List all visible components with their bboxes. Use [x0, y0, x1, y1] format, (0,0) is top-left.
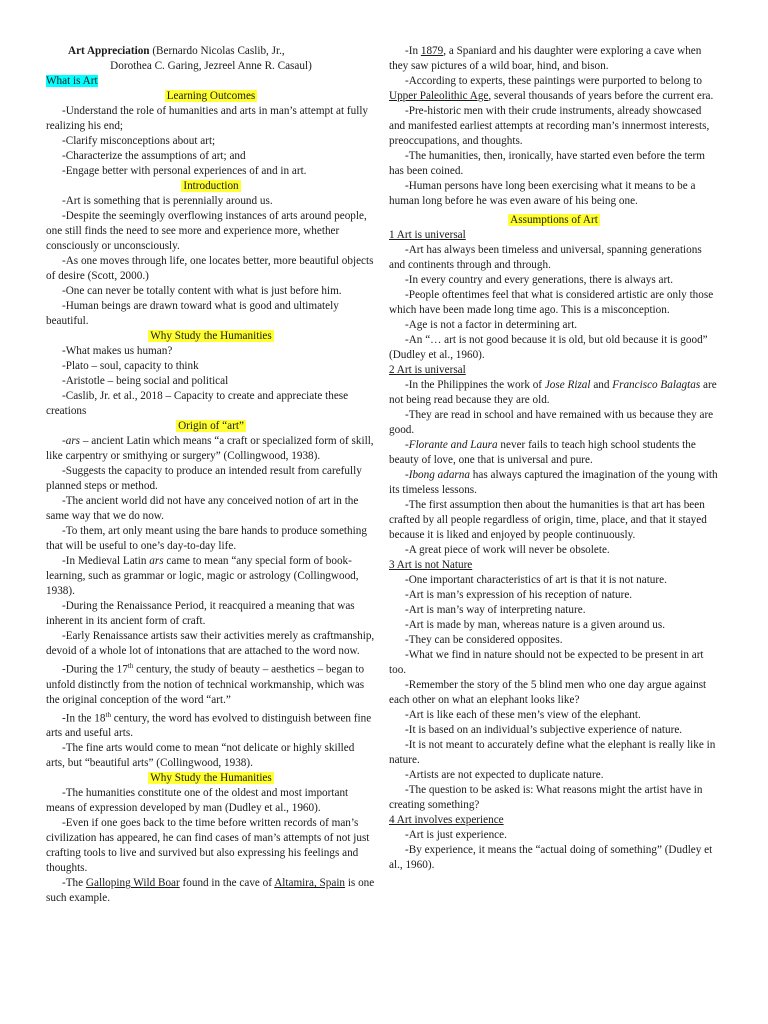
- heading-label: Learning Outcomes: [166, 90, 256, 102]
- text-run: and: [590, 379, 613, 391]
- section-label: 4 Art involves experience: [389, 814, 504, 826]
- paragraph: -The humanities, then, ironically, have started even before the term has been coined.: [389, 150, 705, 177]
- paragraph: -What we find in nature should not be expected to be present in art too.: [389, 649, 704, 676]
- topic-label: What is Art: [46, 75, 98, 87]
- paragraph: -Despite the seemingly overflowing instances of arts around people, one still finds the need to see more and experience more, whether consciously or unconsciously.: [46, 210, 367, 252]
- paragraph: -Art is made by man, whereas nature is a given around us.: [405, 619, 666, 631]
- paragraph: -By experience, it means the “actual doing of something” (Dudley et al., 1960).: [389, 844, 713, 871]
- paragraph: -They can be considered opposites.: [405, 634, 563, 646]
- text-run: – ancient Latin which means “a craft or specialized form of skill, like carpentry or smithying or surgery” (Collingwood, 1938).: [46, 435, 374, 462]
- document-title: [46, 44, 376, 59]
- heading-learning-outcomes: [46, 89, 376, 104]
- section-label: 3 Art is not Nature: [389, 559, 473, 571]
- italic-term: Florante and Laura: [408, 439, 498, 451]
- paragraph: -Human beings are drawn toward what is good and ultimately beautiful.: [46, 300, 339, 327]
- paragraph: -Even if one goes back to the time before written records of man’s civilization has appeared, he can find cases of man’s attempts of not just crafting tools to live and survived but also expressing his feelings and thoughts.: [46, 817, 370, 875]
- heading-label: Origin of “art”: [178, 420, 244, 432]
- text-run: has always captured the imagination of the young with its timeless lessons.: [389, 469, 718, 496]
- left-column: [46, 44, 376, 906]
- text-run: -During the 17: [62, 663, 128, 676]
- text-run: , several thousands of years before the current era.: [488, 90, 714, 102]
- topic-heading: [46, 74, 376, 89]
- paragraph: -Art is man’s way of interpreting nature.: [405, 604, 586, 616]
- italic-term: Francisco Balagtas: [612, 379, 701, 391]
- paragraph: -Suggests the capacity to produce an intended result from carefully planned steps or method.: [46, 465, 362, 492]
- paragraph: -As one moves through life, one locates better, more beautiful objects of desire (Scott, 2000.): [46, 255, 374, 282]
- title-bold: Art Appreciation: [68, 45, 150, 57]
- paragraph: -One can never be totally content with what is just before him.: [62, 285, 342, 297]
- paragraph: -Characterize the assumptions of art; and: [62, 150, 246, 162]
- paragraph: -Art has always been timeless and universal, spanning generations and continents through and through.: [389, 244, 702, 271]
- paragraph: -To them, art only meant using the bare hands to produce something that will be useful to one’s day-to-day life.: [46, 525, 367, 552]
- paragraph: -Art is just experience.: [405, 829, 507, 841]
- paragraph: -The fine arts would come to mean “not delicate or highly skilled arts, but “beautiful arts” (Collingwood, 1938).: [46, 742, 355, 770]
- paragraph: -Caslib, Jr. et al., 2018 – Capacity to create and appreciate these creations: [46, 390, 349, 417]
- paragraph: [46, 708, 376, 742]
- underlined-term: Altamira, Spain: [274, 877, 346, 890]
- heading-introduction: [46, 179, 376, 194]
- section-heading: [389, 813, 719, 828]
- paragraph: [389, 44, 719, 74]
- paragraph: [46, 554, 376, 599]
- paragraph: -Engage better with personal experiences of and in art.: [62, 165, 307, 177]
- paragraph: -They are read in school and have remained with us because they are good.: [389, 409, 714, 436]
- heading-why-study-2: [46, 771, 376, 786]
- heading-label: Why Study the Humanities: [150, 330, 272, 342]
- superscript: th: [127, 662, 134, 670]
- paragraph: -Clarify misconceptions about art;: [62, 135, 216, 147]
- paragraph: -The ancient world did not have any conceived notion of art in the same way that we do now.: [46, 495, 359, 522]
- text-run: is one such example.: [46, 877, 375, 905]
- paragraph: -During the Renaissance Period, it reacquired a meaning that was inherent in its ancient form of craft.: [46, 600, 355, 627]
- paragraph: [46, 434, 376, 464]
- paragraph: -Artists are not expected to duplicate nature.: [405, 769, 604, 781]
- italic-term: Ibong adarna: [408, 469, 470, 481]
- section-heading: [389, 228, 719, 243]
- paragraph: [389, 468, 719, 498]
- italic-term: Jose Rizal: [544, 379, 591, 391]
- heading-label: Assumptions of Art: [510, 214, 598, 226]
- italic-term: ars: [149, 555, 164, 567]
- heading-label: Introduction: [183, 180, 239, 192]
- paragraph: -Aristotle – being social and political: [62, 375, 229, 387]
- paragraph: -What makes us human?: [62, 345, 173, 357]
- heading-assumptions-of-art: [389, 213, 719, 228]
- paragraph: -People oftentimes feel that what is considered artistic are only those which have been made long time ago. This is a misconception.: [389, 289, 714, 316]
- text-run: found in the cave of: [179, 877, 275, 890]
- paragraph: -It is not meant to accurately define what the elephant is really like in nature.: [389, 739, 716, 766]
- text-run: -In Medieval Latin: [62, 555, 150, 567]
- paragraph: -Human persons have long been exercising what it means to be a human long before he was even aware of his being one.: [389, 180, 696, 207]
- section-heading: [389, 363, 719, 378]
- section-label: 2 Art is universal: [389, 364, 466, 376]
- text-run: -According to experts, these paintings were purported to belong to: [405, 75, 703, 87]
- section-label: 1 Art is universal: [389, 229, 466, 241]
- italic-term: ars: [65, 435, 81, 447]
- underlined-term: Galloping Wild Boar: [85, 877, 180, 890]
- paragraph: -Age is not a factor in determining art.: [405, 319, 578, 331]
- text-run: century, the study of beauty – aesthetics – began to unfold distinctly from the notion of technical workmanship, which was the original conception of the word “art.”: [46, 663, 365, 706]
- right-column: [389, 44, 719, 873]
- paragraph: -Early Renaissance artists saw their activities merely as craftmanship, devoid of a whole lot of intonations that are attached to the word now.: [46, 630, 375, 657]
- paragraph: -The humanities constitute one of the oldest and most important means of expression developed by man (Dudley et al., 1960).: [46, 787, 349, 815]
- text-run: , a Spaniard and his daughter were exploring a cave when they saw pictures of a wild boar, hind, and bison.: [389, 45, 702, 72]
- paragraph: -Understand the role of humanities and arts in man’s attempt at fully realizing his end;: [46, 105, 369, 132]
- text-run: -: [405, 469, 409, 481]
- paragraph: -One important characteristics of art is that it is not nature.: [405, 574, 667, 586]
- paragraph: -It is based on an individual’s subjective experience of nature.: [405, 724, 683, 736]
- text-run: -In: [405, 45, 421, 57]
- heading-why-study-1: [46, 329, 376, 344]
- paragraph: [389, 438, 719, 468]
- underlined-term: 1879: [420, 45, 444, 57]
- paragraph: -In every country and every generations, there is always art.: [405, 274, 674, 286]
- text-run: came to mean “any special form of book-learning, such as grammar or logic, magic or astrology (Collingwood, 1938).: [46, 555, 359, 597]
- underlined-term: Upper Paleolithic Age: [389, 90, 489, 102]
- authors-line1: (Bernardo Nicolas Caslib, Jr.,: [149, 45, 285, 57]
- text-run: -In the 18: [62, 712, 106, 725]
- paragraph: -The first assumption then about the humanities is that art has been crafted by all people regardless of origin, time, place, and that it stayed because it is liked and enjoyed by people continuously.: [389, 499, 707, 541]
- paragraph: -Plato – soul, capacity to think: [62, 360, 199, 372]
- paragraph: -Art is man’s expression of his reception of nature.: [405, 589, 633, 601]
- text-run: -: [405, 439, 409, 451]
- superscript: th: [105, 710, 111, 719]
- heading-origin-of-art: [46, 419, 376, 434]
- paragraph: -The question to be asked is: What reasons might the artist have in creating something?: [389, 784, 703, 811]
- paragraph: -Art is like each of these men’s view of the elephant.: [405, 709, 641, 721]
- heading-label: Why Study the Humanities: [150, 772, 272, 785]
- paragraph: -Remember the story of the 5 blind men who one day argue against each other on what an elephant looks like?: [389, 679, 707, 706]
- paragraph: [46, 876, 376, 906]
- paragraph: -A great piece of work will never be obsolete.: [405, 544, 610, 556]
- text-run: are not being read because they are old.: [389, 379, 717, 406]
- authors-line2: Dorothea C. Garing, Jezreel Anne R. Casaul): [110, 60, 312, 72]
- paragraph: [46, 659, 376, 708]
- section-heading: [389, 558, 719, 573]
- text-run: century, the word has evolved to distinguish between fine arts and useful arts.: [46, 712, 372, 740]
- text-run: -The: [62, 877, 86, 890]
- text-run: never fails to teach high school students the beauty of love, one that is universal and pure.: [389, 439, 696, 466]
- paragraph: -An “… art is not good because it is old, but old because it is good” (Dudley et al., 1960).: [389, 334, 708, 361]
- paragraph: -Art is something that is perennially around us.: [62, 195, 273, 207]
- text-run: -In the Philippines the work of: [405, 379, 545, 391]
- paragraph: [389, 74, 719, 104]
- text-run: -: [62, 435, 66, 447]
- paragraph: -Pre-historic men with their crude instruments, already showcased and manifested earliest attempts at recording man’s innermost interests, preoccupations, and thoughts.: [389, 105, 710, 147]
- paragraph: [389, 378, 719, 408]
